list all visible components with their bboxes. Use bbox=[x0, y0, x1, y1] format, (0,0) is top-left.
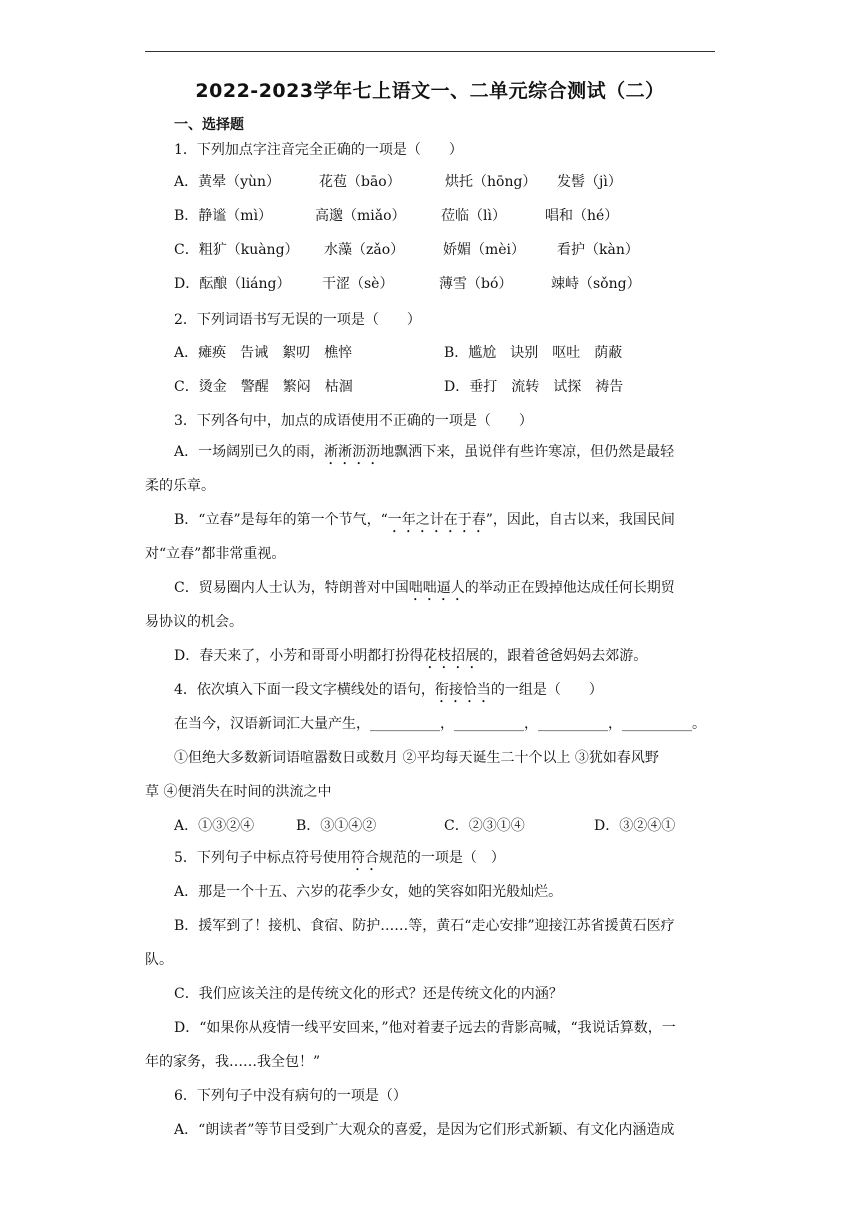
q1-row1-col3: 烘托（hōng） bbox=[445, 174, 537, 190]
question-5-stem: 5．下列句子中标点符号使用符合规范的一项是（ ） bbox=[174, 850, 505, 866]
question-1-stem: 1．下列加点字注音完全正确的一项是（ ） bbox=[174, 142, 463, 158]
q1-row1-col2: 花苞（bāo） bbox=[319, 174, 401, 190]
q1-row2-col2: 高邈（miǎo） bbox=[315, 208, 406, 224]
header-rule bbox=[145, 51, 715, 52]
dotted-idiom: 一年之计在于春 bbox=[387, 512, 486, 528]
q1-row3-col3: 娇媚（mèi） bbox=[443, 242, 526, 258]
q3-option-d: D．春天来了，小芳和哥哥小明都打扮得花枝招展的，跟着爸爸妈妈去郊游。 bbox=[174, 648, 648, 664]
q4-option-d: D．③②④① bbox=[594, 818, 676, 834]
q4-option-a: A．①③②④ bbox=[174, 818, 255, 834]
q5-option-b-line1: B．援军到了！接机、食宿、防护……等，黄石“走心安排”迎接江苏省援黄石医疗 bbox=[174, 918, 675, 934]
q1-row2-col1: B．静谧（mì） bbox=[174, 208, 273, 224]
q1-row4-col2: 干涩（sè） bbox=[322, 276, 394, 292]
q1-row2-col4: 唱和（hé） bbox=[545, 208, 619, 224]
dotted-word: 符合 bbox=[350, 850, 379, 866]
dotted-idiom: 咄咄逼人 bbox=[408, 580, 465, 596]
q4-sentences-line2: 草 ④便消失在时间的洪流之中 bbox=[145, 784, 332, 800]
q4-passage: 在当今，汉语新词汇大量产生，__________，__________，__________，__________。 bbox=[174, 716, 706, 732]
q1-row1-col4: 发髻（jì） bbox=[557, 174, 622, 190]
q1-row4-col3: 薄雪（bó） bbox=[439, 276, 513, 292]
q4-option-b: B．③①④② bbox=[296, 818, 377, 834]
q5-option-d-line1: D．“如果你从疫情一线平安回来，”他对着妻子远去的背影高喊，“我说话算数，一 bbox=[174, 1020, 676, 1036]
q2-option-b: B．尴尬 诀别 呕吐 荫蔽 bbox=[444, 345, 623, 361]
q4-sentences-line1: ①但绝大多数新词语喧嚣数日或数月 ②平均每天诞生二十个以上 ③犹如春风野 bbox=[174, 750, 659, 766]
dotted-idiom: 淅淅沥沥 bbox=[324, 444, 381, 460]
q6-option-a-line1: A．“朗读者”等节目受到广大观众的喜爱，是因为它们形式新颖、有文化内涵造成 bbox=[174, 1122, 675, 1138]
page-title: 2022-2023学年七上语文一、二单元综合测试（二） bbox=[195, 80, 665, 102]
q3-option-c-line1: C．贸易圈内人士认为，特朗普对中国咄咄逼人的举动正在毁掉他达成任何长期贸 bbox=[174, 580, 675, 596]
dotted-word: 衔接恰当 bbox=[434, 682, 491, 698]
q1-row3-col4: 看护（kàn） bbox=[557, 242, 639, 258]
q3-option-a-line1: A．一场阔别已久的雨，淅淅沥沥地飘洒下来，虽说伴有些许寒凉，但仍然是最轻 bbox=[174, 444, 675, 460]
q5-option-c: C．我们应该关注的是传统文化的形式？还是传统文化的内涵？ bbox=[174, 986, 563, 1002]
q2-option-a: A．瘫痪 告诫 絮叨 樵悴 bbox=[174, 345, 353, 361]
q4-option-c: C．②③①④ bbox=[444, 818, 525, 834]
q5-option-d-line2: 年的家务，我……我全包！” bbox=[145, 1054, 321, 1070]
question-2-stem: 2．下列词语书写无误的一项是（ ） bbox=[174, 312, 421, 328]
q1-row4-col1: D．酝酿（liáng） bbox=[174, 276, 291, 292]
q1-row1-col1: A．黄晕（yùn） bbox=[174, 174, 281, 190]
q1-row2-col3: 莅临（lì） bbox=[441, 208, 506, 224]
question-3-stem: 3．下列各句中，加点的成语使用不正确的一项是（ ） bbox=[174, 413, 533, 429]
q3-option-a-line2: 柔的乐章。 bbox=[145, 478, 215, 494]
dotted-idiom: 花枝招展 bbox=[423, 648, 480, 664]
section-heading: 一、选择题 bbox=[174, 117, 244, 133]
question-4-stem: 4．依次填入下面一段文字横线处的语句，衔接恰当的一组是（ ） bbox=[174, 682, 603, 698]
q1-row3-col2: 水藻（zǎo） bbox=[324, 242, 405, 258]
q3-option-c-line2: 易协议的机会。 bbox=[145, 614, 243, 630]
q1-row3-col1: C．粗犷（kuàng） bbox=[174, 242, 299, 258]
q2-option-d: D．垂打 流转 试探 祷告 bbox=[444, 379, 624, 395]
q2-option-c: C．烫金 警醒 繁闷 枯涸 bbox=[174, 379, 353, 395]
q5-option-b-line2: 队。 bbox=[145, 952, 173, 968]
question-6-stem: 6．下列句子中没有病句的一项是（） bbox=[174, 1088, 407, 1104]
q3-option-b-line1: B．“立春”是每年的第一个节气，“一年之计在于春”，因此，自古以来，我国民间 bbox=[174, 512, 675, 528]
q1-row4-col4: 竦峙（sǒng） bbox=[551, 276, 641, 292]
q5-option-a: A．那是一个十五、六岁的花季少女，她的笑容如阳光般灿烂。 bbox=[174, 884, 563, 900]
q3-option-b-line2: 对“立春”都非常重视。 bbox=[145, 546, 286, 562]
